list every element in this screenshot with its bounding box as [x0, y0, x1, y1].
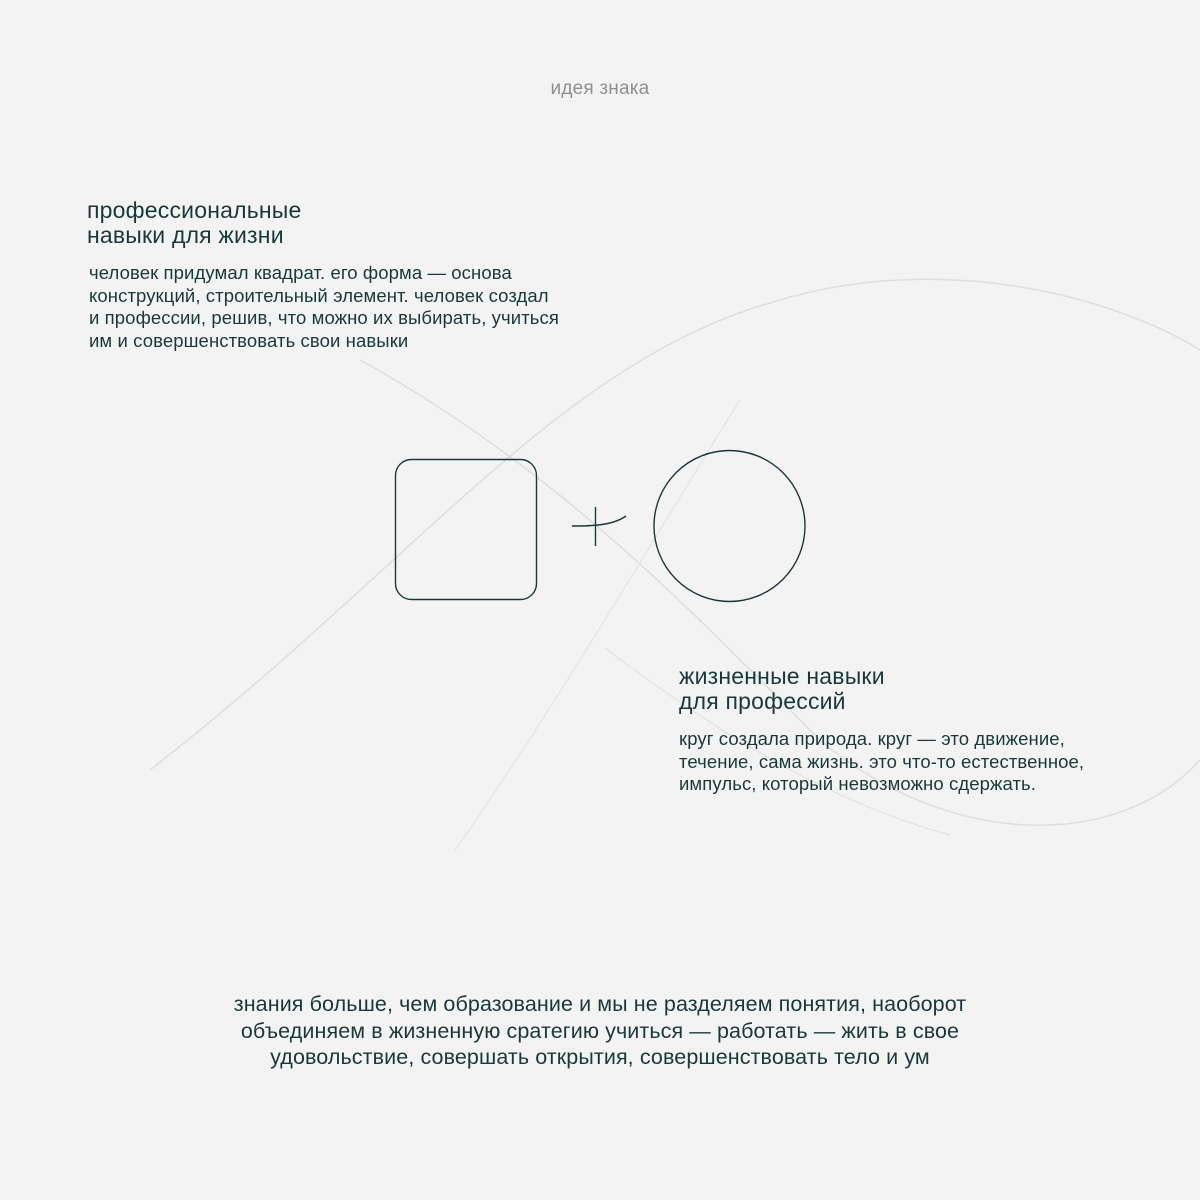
square-shape-icon	[396, 460, 537, 600]
left-block-body: человек придумал квадрат. его форма — основа конструкций, строительный элемент. человек создал и профессии, решив, что можно их выбирать, учиться им и совершенствовать свои навыки	[89, 262, 559, 351]
circle-shape-icon	[654, 451, 805, 602]
plus-sign-icon	[572, 507, 626, 546]
footer-text: знания больше, чем образование и мы не разделяем понятия, наоборот объединяем в жизненную сратегию учиться — работать — жить в свое удовольствие, совершать открытия, совершенствовать тело и ум	[233, 992, 967, 1069]
right-block-heading: жизненные навыки для профессий	[679, 663, 885, 714]
page-label: идея знака	[550, 78, 650, 99]
right-block-body: круг создала природа. круг — это движение, течение, сама жизнь. это что-то естественное, импульс, который невозможно сдержать.	[679, 728, 1085, 794]
left-block-heading: профессиональные навыки для жизни	[87, 197, 302, 248]
